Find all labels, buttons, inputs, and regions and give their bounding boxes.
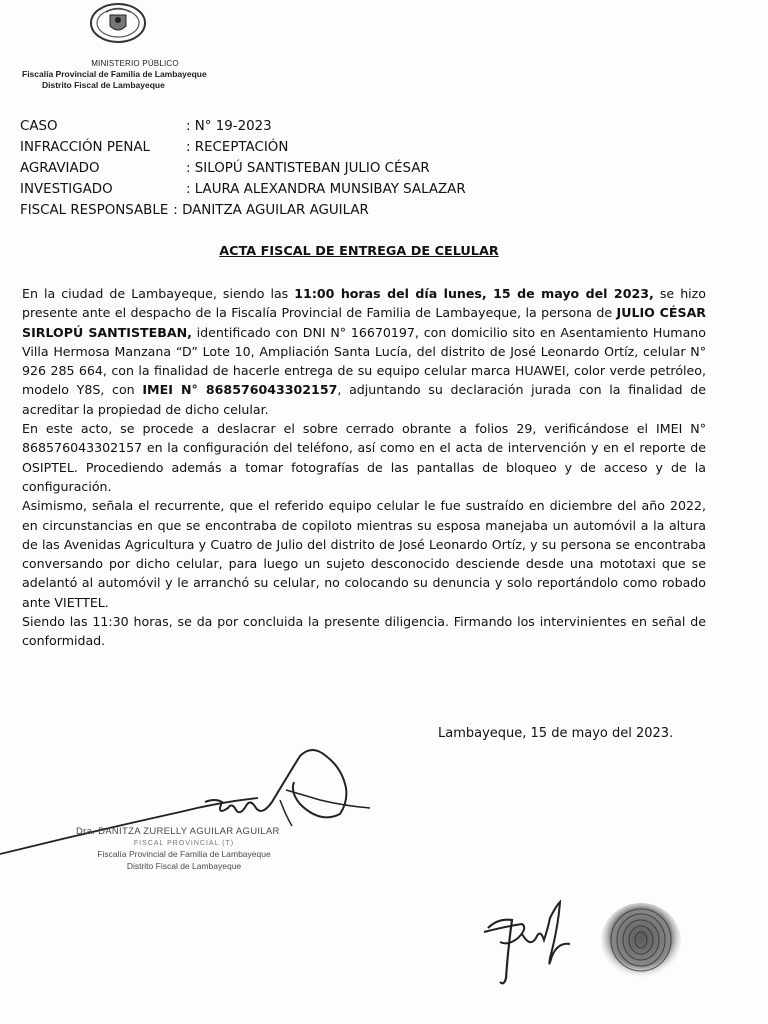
- paragraph-verification: En este acto, se procede a deslacrar el sobre cerrado obrante a folios 29, verificándose el IMEI N° 868576043302157 en la configuración del teléfono, así como en el acta de intervención y en el reporte de OSIPTEL. Procediendo además a tomar fotografías de las pantallas de bloqueo y de acceso y de la configuración.: [22, 421, 706, 494]
- organization-header: [0, 58, 260, 91]
- stamp-office: Fiscalía Provincial de Familia de Lambayeque: [97, 849, 271, 859]
- paragraph-closing: Siendo las 11:30 horas, se da por concluida la presente diligencia. Firmando los intervinientes en señal de conformidad.: [22, 614, 706, 649]
- p1-a: En la ciudad de Lambayeque, siendo las: [22, 286, 295, 301]
- aggrieved-label: AGRAVIADO: [20, 161, 100, 176]
- thumbprint-icon: [598, 900, 684, 982]
- aggrieved-value: : SILOPÚ SANTISTEBAN JULIO CÉSAR: [186, 161, 430, 176]
- stamp-name: Dra. DANITZA ZURELLY AGUILAR AGUILAR: [76, 826, 280, 837]
- case-label: CASO: [20, 119, 58, 134]
- paragraph-statement: Asimismo, señala el recurrente, que el referido equipo celular le fue sustraído en diciembre del año 2022, en circunstancias en que se encontraba de copiloto mientras su esposa manejaba un automóvil a la altura de las Avenidas Agricultura y Cuatro de Julio del distrito de José Leonardo Ortíz, y su persona se encontraba conversando por dicho celular, para luego un sujeto desconocido desciende desde una mototaxi que se adelantó al automóvil y le arranchó su celular, no colocando su denuncia y solo reportándolo como robado ante VIETTEL.: [22, 498, 706, 610]
- stamp-district: Distrito Fiscal de Lambayeque: [126, 860, 242, 871]
- p1-person: JULIO CÉSAR SIRLOPÚ SANTISTEBAN,: [22, 305, 707, 340]
- prosecutor-row: [20, 200, 466, 221]
- investigated-label: INVESTIGADO: [20, 182, 113, 197]
- infraction-row: [20, 137, 466, 158]
- p1-g: , adjuntando su declaración jurada con la finalidad de acreditar la propiedad de dicho celular.: [22, 382, 706, 417]
- stamp-role: FISCAL PROVINCIAL (T): [133, 839, 235, 847]
- prosecutor-stamp: [64, 826, 304, 872]
- prosecutor-value: : DANITZA AGUILAR AGUILAR: [173, 203, 369, 218]
- document-body: [22, 284, 706, 651]
- infraction-label: INFRACCIÓN PENAL: [20, 140, 150, 155]
- investigated-row: [20, 179, 466, 200]
- paragraph-intro: [22, 284, 706, 419]
- prosecutor-signature: [0, 746, 420, 896]
- infraction-value: : RECEPTACIÓN: [186, 140, 289, 155]
- place-date: Lambayeque, 15 de mayo del 2023.: [438, 726, 674, 741]
- investigated-value: : LAURA ALEXANDRA MUNSIBAY SALAZAR: [186, 182, 466, 197]
- aggrieved-row: [20, 158, 466, 179]
- org-name: MINISTERIO PÚBLICO: [91, 59, 179, 68]
- recipient-signature: [478, 898, 588, 988]
- p1-c: se hizo presente ante el despacho de la Fiscalía Provincial de Familia de Lambayeque, la persona de: [22, 286, 706, 321]
- case-details: [20, 116, 466, 221]
- case-value: : N° 19-2023: [186, 119, 272, 134]
- document-title-wrap: [0, 244, 768, 259]
- p1-datetime: 11:00 horas del día lunes, 15 de mayo del 2023,: [294, 286, 654, 301]
- p1-e: identificado con DNI N° 16670197, con domicilio sito en Asentamiento Humano Villa Hermosa Manzana “D” Lote 10, Ampliación Santa Lucía, del distrito de José Leonardo Ortíz, celular N° 926 285 664, con la finalidad de hacerle entrega de su equipo celular marca HUAWEI, color verde petróleo, modelo Y8S, con: [22, 324, 706, 398]
- document-title: ACTA FISCAL DE ENTREGA DE CELULAR: [219, 244, 499, 259]
- p1-imei: IMEI N° 868576043302157: [142, 382, 338, 398]
- org-office: Fiscalía Provincial de Familia de Lambayeque: [22, 69, 207, 79]
- prosecutor-label: FISCAL RESPONSABLE: [20, 203, 169, 218]
- org-district: Distrito Fiscal de Lambayeque: [42, 80, 165, 90]
- coat-of-arms-icon: [88, 2, 148, 44]
- case-row: [20, 116, 466, 137]
